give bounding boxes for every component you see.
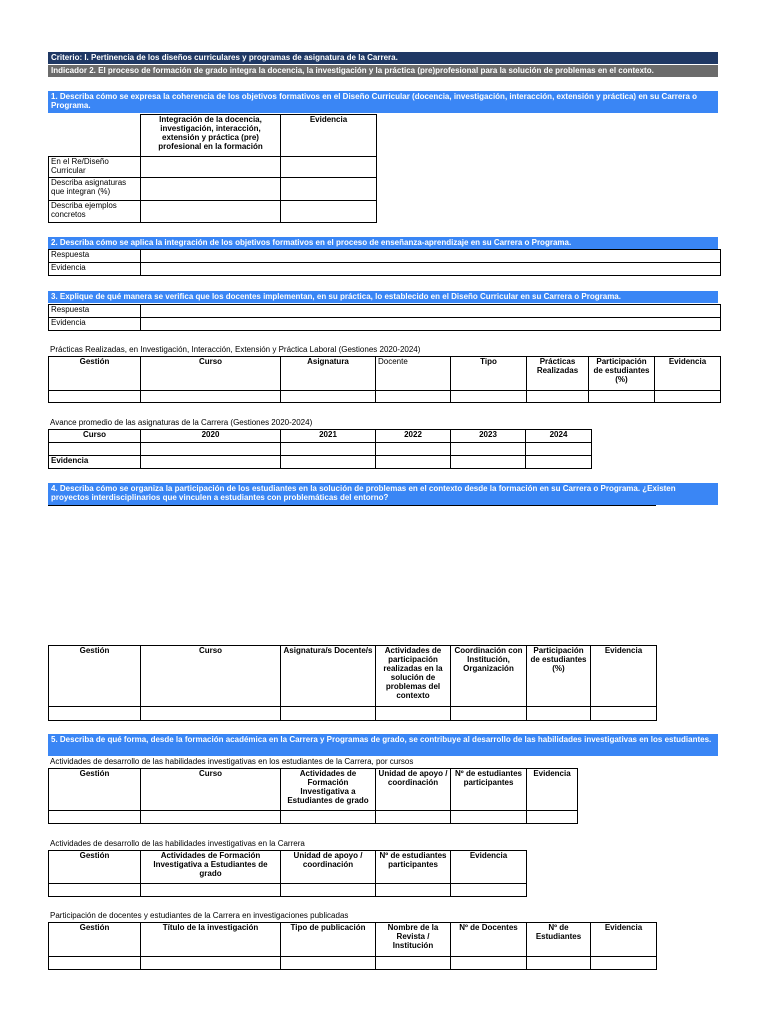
q1-cell[interactable]: [141, 201, 281, 223]
q5-t3-cell[interactable]: [49, 957, 141, 970]
q5-table-3: [48, 922, 657, 970]
q5-t1-cell[interactable]: [376, 811, 451, 824]
q5-t2-cell[interactable]: [49, 884, 141, 897]
question-2: [48, 237, 718, 249]
practicas-header: Prácticas Realizadas: [527, 357, 589, 391]
q5-t3-cell[interactable]: [141, 957, 281, 970]
avance-cell[interactable]: [526, 443, 592, 456]
q1-header-integracion: Integración de la docencia, investigación, interacción, extensión y práctica (pre) profesional en la formación: [141, 115, 281, 157]
q5-table-1: [48, 768, 578, 824]
practicas-caption: Prácticas Realizadas, en Investigación, Interacción, Extensión y Práctica Laboral (Gestiones 2020-2024): [50, 345, 421, 354]
q3-answer-cell[interactable]: [141, 305, 721, 318]
q4-cell[interactable]: [281, 707, 376, 721]
avance-cell[interactable]: [141, 456, 281, 469]
q5-t3-cell[interactable]: [281, 957, 376, 970]
q5-t3-header: Título de la investigación: [141, 923, 281, 957]
practicas-cell[interactable]: [655, 391, 721, 403]
avance-cell[interactable]: [451, 456, 526, 469]
question-1: [48, 91, 718, 113]
q5-t1-cell[interactable]: [141, 811, 281, 824]
q5-t3-header: Tipo de publicación: [281, 923, 376, 957]
q2-table: [48, 249, 721, 276]
q5-t2-header: Gestión: [49, 851, 141, 884]
q1-row-label: En el Re/Diseño Curricular: [49, 157, 141, 178]
practicas-header: Gestión: [49, 357, 141, 391]
avance-table: [48, 429, 592, 469]
q4-cell[interactable]: [376, 707, 451, 721]
q5-t3-header: Gestión: [49, 923, 141, 957]
practicas-table: [48, 356, 721, 403]
question-1-text: 1. Describa cómo se expresa la coherencia de los objetivos formativos en el Diseño Curricular (docencia, investigación, interacción, extensión y práctica) en su Carrera o Programa.: [51, 92, 698, 110]
q5-table-2: [48, 850, 527, 897]
q5-t2-header: Nº de estudiantes participantes: [376, 851, 451, 884]
q1-cell[interactable]: [281, 157, 377, 178]
q5-caption-2: Actividades de desarrollo de las habilidades investigativas en la Carrera: [50, 839, 305, 848]
q2-answer-cell[interactable]: [141, 250, 721, 263]
question-4-text: 4. Describa cómo se organiza la participación de los estudiantes en la solución de problemas en el contexto desde la formación en su Carrera o Programa. ¿Existen proyectos interdisciplinarios que vinculen a estudiantes con problemáticas del entorno?: [51, 484, 676, 502]
avance-header: 2020: [141, 430, 281, 443]
q5-t1-header: Gestión: [49, 769, 141, 811]
question-5: [48, 734, 718, 756]
q1-row-label: Describa asignaturas que integran (%): [49, 178, 141, 201]
q3-evidence-cell[interactable]: [141, 318, 721, 331]
q1-cell[interactable]: [281, 201, 377, 223]
indicador-bar: [48, 65, 718, 77]
q3-row-label: Respuesta: [49, 305, 141, 318]
q2-row-label: Respuesta: [49, 250, 141, 263]
q5-t3-header: Nº de Docentes: [451, 923, 527, 957]
avance-cell[interactable]: [376, 456, 451, 469]
q5-t1-header: Evidencia: [527, 769, 578, 811]
avance-header: 2022: [376, 430, 451, 443]
q1-table: [48, 114, 377, 223]
q1-cell[interactable]: [141, 178, 281, 201]
question-5-text: 5. Describa de qué forma, desde la formación académica en la Carrera y Programas de grado, se contribuye al desarrollo de las habilidades investigativas en los estudiantes.: [51, 735, 712, 744]
practicas-cell[interactable]: [527, 391, 589, 403]
q4-cell[interactable]: [451, 707, 527, 721]
avance-cell[interactable]: [376, 443, 451, 456]
practicas-header: Asignatura: [281, 357, 376, 391]
q5-t3-header: Nº de Estudiantes: [527, 923, 591, 957]
q4-header: Participación de estudiantes (%): [527, 646, 591, 707]
practicas-header: Curso: [141, 357, 281, 391]
q5-caption-1: Actividades de desarrollo de las habilidades investigativas en los estudiantes de la Carrera, por cursos: [50, 757, 414, 766]
practicas-cell[interactable]: [451, 391, 527, 403]
practicas-cell[interactable]: [589, 391, 655, 403]
avance-cell[interactable]: [281, 443, 376, 456]
practicas-cell[interactable]: [141, 391, 281, 403]
q5-caption-3: Participación de docentes y estudiantes de la Carrera en investigaciones publicadas: [50, 911, 349, 920]
avance-cell[interactable]: [49, 443, 141, 456]
avance-evidencia-label: Evidencia: [49, 456, 141, 469]
q1-cell[interactable]: [281, 178, 377, 201]
indicador-text: Indicador 2. El proceso de formación de grado integra la docencia, la investigación y la práctica (pre)profesional para la solución de problemas en el contexto.: [51, 66, 654, 75]
avance-cell[interactable]: [281, 456, 376, 469]
q2-row-label: Evidencia: [49, 263, 141, 276]
q4-cell[interactable]: [49, 707, 141, 721]
avance-header: 2023: [451, 430, 526, 443]
q4-header: Coordinación con Institución, Organización: [451, 646, 527, 707]
q5-t2-header: Actividades de Formación Investigativa a Estudiantes de grado: [141, 851, 281, 884]
practicas-cell[interactable]: [49, 391, 141, 403]
practicas-cell[interactable]: [376, 391, 451, 403]
q1-cell[interactable]: [141, 157, 281, 178]
practicas-header: Evidencia: [655, 357, 721, 391]
q3-table: [48, 304, 721, 331]
practicas-header: Participación de estudiantes (%): [589, 357, 655, 391]
q5-t3-cell[interactable]: [527, 957, 591, 970]
q5-t2-header: Unidad de apoyo / coordinación: [281, 851, 376, 884]
q5-t3-cell[interactable]: [451, 957, 527, 970]
q4-header: Actividades de participación realizadas en la solución de problemas del contexto: [376, 646, 451, 707]
q4-cell[interactable]: [591, 707, 657, 721]
question-4: [48, 483, 718, 505]
avance-caption: Avance promedio de las asignaturas de la Carrera (Gestiones 2020-2024): [50, 418, 313, 427]
q4-cell[interactable]: [141, 707, 281, 721]
criterio-text: Criterio: I. Pertinencia de los diseños curriculares y programas de asignatura de la Carrera.: [51, 53, 398, 62]
practicas-cell[interactable]: [281, 391, 376, 403]
avance-cell[interactable]: [141, 443, 281, 456]
q5-t2-header: Evidencia: [451, 851, 527, 884]
question-2-text: 2. Describa cómo se aplica la integración de los objetivos formativos en el proceso de enseñanza-aprendizaje en su Carrera o Programa.: [51, 238, 572, 247]
q5-t1-cell[interactable]: [49, 811, 141, 824]
q5-t3-cell[interactable]: [591, 957, 657, 970]
q4-table: [48, 645, 657, 721]
q5-t1-header: Curso: [141, 769, 281, 811]
q5-t1-cell[interactable]: [281, 811, 376, 824]
q4-header: Gestión: [49, 646, 141, 707]
q4-header: Evidencia: [591, 646, 657, 707]
q5-t2-cell[interactable]: [376, 884, 451, 897]
q4-header: Curso: [141, 646, 281, 707]
q5-t3-header: Evidencia: [591, 923, 657, 957]
q4-header: Asignatura/s Docente/s: [281, 646, 376, 707]
q1-header-evidencia: Evidencia: [281, 115, 377, 157]
practicas-header: Tipo: [451, 357, 527, 391]
avance-header: 2024: [526, 430, 592, 443]
question-3-text: 3. Explique de qué manera se verifica que los docentes implementan, en su práctica, lo establecido en el Diseño Curricular en su Carrera o Programa.: [51, 292, 621, 301]
criterio-bar: [48, 52, 718, 64]
q5-t3-cell[interactable]: [376, 957, 451, 970]
q5-t1-header: Unidad de apoyo / coordinación: [376, 769, 451, 811]
q5-t2-cell[interactable]: [451, 884, 527, 897]
practicas-header: Docente: [376, 357, 451, 391]
q1-row-label: Describa ejemplos concretos: [49, 201, 141, 223]
q5-t1-header: Nº de estudiantes participantes: [451, 769, 527, 811]
avance-header: 2021: [281, 430, 376, 443]
q5-t2-cell[interactable]: [281, 884, 376, 897]
q5-t1-cell[interactable]: [451, 811, 527, 824]
q5-t2-cell[interactable]: [141, 884, 281, 897]
q5-t1-cell[interactable]: [527, 811, 578, 824]
q5-t3-header: Nombre de la Revista / Institución: [376, 923, 451, 957]
avance-cell[interactable]: [526, 456, 592, 469]
q3-row-label: Evidencia: [49, 318, 141, 331]
question-3: [48, 291, 718, 303]
avance-header: Curso: [49, 430, 141, 443]
q4-divider: [48, 505, 656, 506]
q5-t1-header: Actividades de Formación Investigativa a Estudiantes de grado: [281, 769, 376, 811]
q2-evidence-cell[interactable]: [141, 263, 721, 276]
avance-cell[interactable]: [451, 443, 526, 456]
q4-cell[interactable]: [527, 707, 591, 721]
